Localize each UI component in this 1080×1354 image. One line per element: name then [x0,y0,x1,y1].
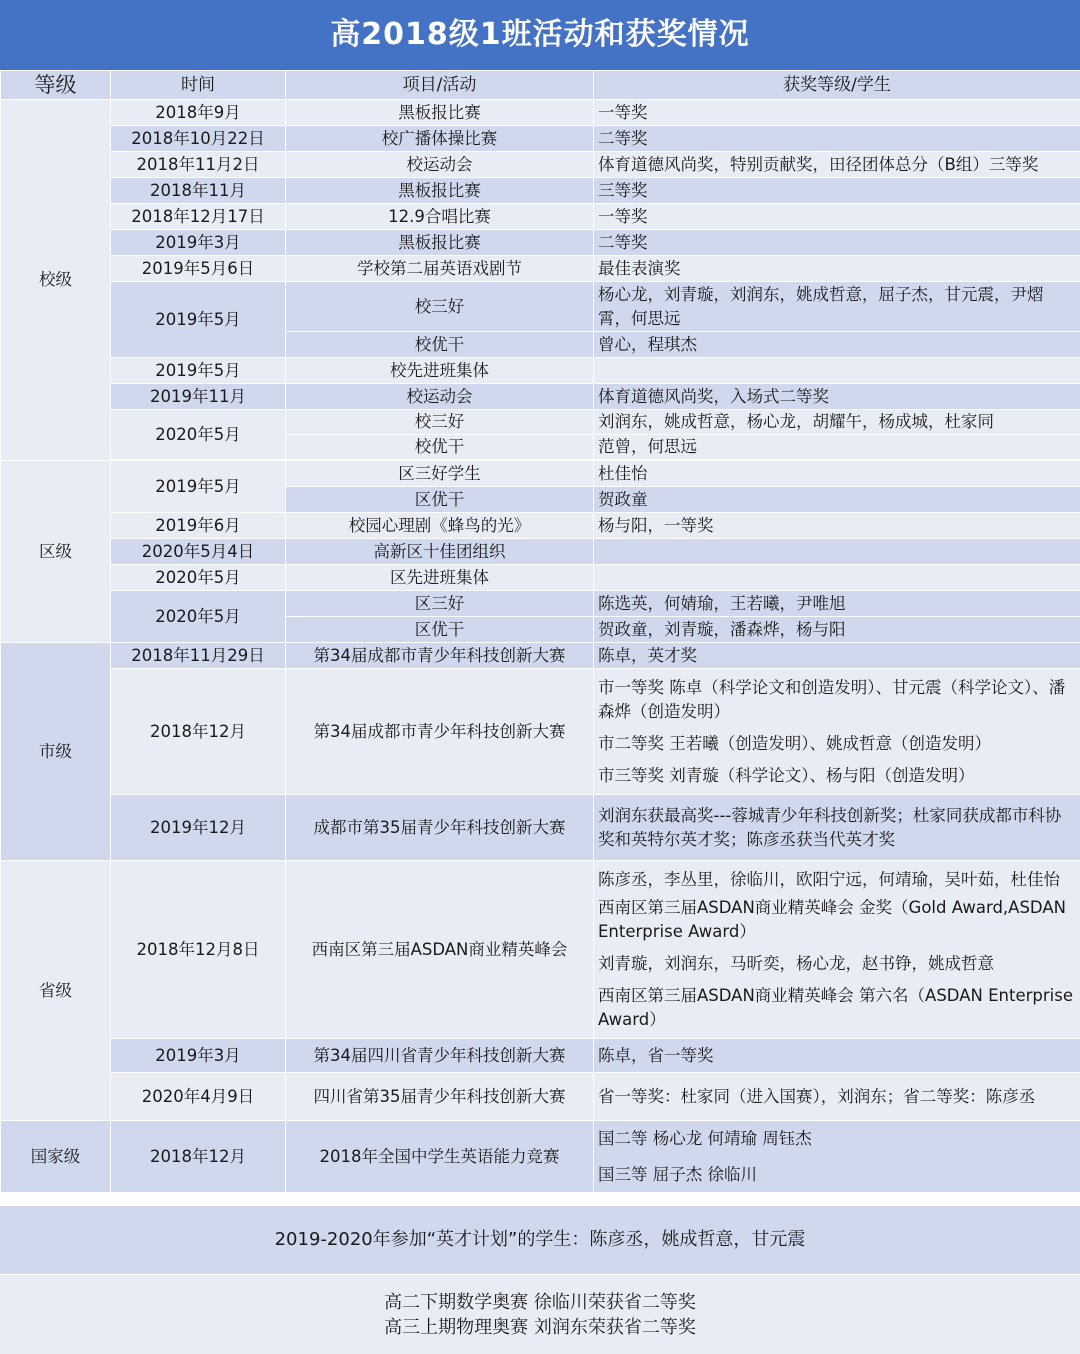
table-row [1,100,1080,126]
row-activity: 校优干 [286,435,594,460]
row-time: 2020年5月 [111,410,286,460]
row-activity: 西南区第三届ASDAN商业精英峰会 [286,861,594,1039]
row-result [594,358,1080,384]
row-result: 一等奖 [594,204,1080,230]
table-row [1,384,1080,410]
row-time: 2018年12月 [111,1121,286,1193]
row-result: 曾心，程琪杰 [594,332,1080,358]
result-line: 国二等 杨心龙 何靖瑜 周钰杰 [598,1128,812,1148]
row-result: 杨与阳，一等奖 [594,513,1080,539]
table-row [1,861,1080,1039]
level-school: 校级 [1,100,111,461]
row-activity: 校运动会 [286,152,594,178]
row-time: 2019年3月 [111,1039,286,1073]
table-row [1,152,1080,178]
row-activity: 校广播体操比赛 [286,126,594,152]
row-result: 省一等奖：杜家同（进入国赛），刘润东；省二等奖：陈彦丞 [594,1073,1080,1121]
table-row [1,795,1080,861]
table-row [1,669,1080,795]
row-time: 2019年11月 [111,384,286,410]
olympiad-line: 高三上期物理奥赛 刘润东荣获省二等奖 [384,1317,696,1338]
row-result [594,539,1080,565]
row-time: 2019年5月 [111,461,286,513]
table-row [1,282,1080,332]
row-result: 贺政童 [594,487,1080,513]
row-activity: 校优干 [286,332,594,358]
row-result: 最佳表演奖 [594,256,1080,282]
row-result [594,669,1080,795]
header-activity: 项目/活动 [286,71,594,100]
row-result: 体育道德风尚奖，入场式二等奖 [594,384,1080,410]
result-line: 市三等奖 刘青璇（科学论文）、杨与阳（创造发明） [598,765,975,785]
row-activity: 学校第二届英语戏剧节 [286,256,594,282]
result-line: 市一等奖 陈卓（科学论文和创造发明）、甘元震（科学论文）、潘森烨（创造发明） [598,677,1066,721]
table-row [1,358,1080,384]
row-time: 2019年12月 [111,795,286,861]
header-time: 时间 [111,71,286,100]
row-time: 2020年5月 [111,565,286,591]
row-activity: 第34届成都市青少年科技创新大赛 [286,669,594,795]
row-time: 2019年5月 [111,282,286,358]
row-activity: 12.9合唱比赛 [286,204,594,230]
table-header-row [1,71,1080,100]
level-city: 市级 [1,643,111,861]
row-activity: 区先进班集体 [286,565,594,591]
table-row [1,230,1080,256]
row-activity: 区三好学生 [286,461,594,487]
row-time: 2020年5月 [111,591,286,643]
row-result: 范曾，何思远 [594,435,1080,460]
row-activity: 第34届成都市青少年科技创新大赛 [286,643,594,669]
row-result [594,565,1080,591]
row-result [594,861,1080,1039]
row-result [594,1121,1080,1193]
table-row [1,178,1080,204]
result-line: 陈彦丞，李丛里，徐临川，欧阳宁远，何靖瑜，吴叶茹，杜佳怡 [598,869,1060,889]
table-row [1,643,1080,669]
result-line: 西南区第三届ASDAN商业精英峰会 金奖（Gold Award,ASDAN Enterprise Award） [598,897,1066,941]
olympiad-line: 高二下期数学奥赛 徐临川荣获省二等奖 [384,1292,696,1313]
table-row [1,126,1080,152]
table-row [1,539,1080,565]
table-row [1,461,1080,487]
level-province: 省级 [1,861,111,1121]
row-activity: 黑板报比赛 [286,230,594,256]
table-row [1,1039,1080,1073]
row-result: 杜佳怡 [594,461,1080,487]
row-result: 陈卓，省一等奖 [594,1039,1080,1073]
row-time: 2019年6月 [111,513,286,539]
row-activity: 高新区十佳团组织 [286,539,594,565]
row-result: 二等奖 [594,230,1080,256]
table-row [1,513,1080,539]
row-activity: 成都市第35届青少年科技创新大赛 [286,795,594,861]
row-time: 2018年11月 [111,178,286,204]
row-activity: 第34届四川省青少年科技创新大赛 [286,1039,594,1073]
result-line: 西南区第三届ASDAN商业精英峰会 第六名（ASDAN Enterprise Award） [598,985,1073,1029]
row-time: 2019年5月6日 [111,256,286,282]
row-time: 2018年10月22日 [111,126,286,152]
table-row [1,204,1080,230]
row-activity: 四川省第35届青少年科技创新大赛 [286,1073,594,1121]
row-time: 2019年5月 [111,358,286,384]
row-activity: 校三好 [286,282,594,332]
row-time: 2018年11月2日 [111,152,286,178]
row-activity: 校运动会 [286,384,594,410]
row-time: 2019年3月 [111,230,286,256]
row-result: 三等奖 [594,178,1080,204]
row-activity: 黑板报比赛 [286,100,594,126]
table-row [1,591,1080,617]
row-result: 刘润东获最高奖---蓉城青少年科技创新奖；杜家同获成都市科协奖和英特尔英才奖；陈彦丞获当代英才奖 [594,795,1080,861]
row-time: 2020年5月4日 [111,539,286,565]
row-activity: 区优干 [286,617,594,643]
row-time: 2020年4月9日 [111,1073,286,1121]
result-line: 刘青璇，刘润东，马昕奕，杨心龙，赵书铮，姚成哲意 [598,953,994,973]
row-time: 2018年12月17日 [111,204,286,230]
header-result: 获奖等级/学生 [594,71,1080,100]
row-activity: 黑板报比赛 [286,178,594,204]
row-result: 陈卓，英才奖 [594,643,1080,669]
row-activity: 校先进班集体 [286,358,594,384]
row-result: 二等奖 [594,126,1080,152]
row-time: 2018年12月 [111,669,286,795]
row-result: 一等奖 [594,100,1080,126]
row-activity: 区优干 [286,487,594,513]
table-row [1,565,1080,591]
header-level: 等级 [1,71,111,100]
row-result: 体育道德风尚奖，特别贡献奖，田径团体总分（B组）三等奖 [594,152,1080,178]
row-result: 陈选英，何婧瑜，王若曦，尹唯旭 [594,591,1080,617]
row-activity: 校三好 [286,410,594,435]
table-row [1,1121,1080,1193]
result-line: 国三等 屈子杰 徐临川 [598,1164,757,1184]
row-result: 杨心龙，刘青璇，刘润东，姚成哲意，屈子杰，甘元震，尹熠霄，何思远 [594,282,1080,332]
table-row [1,1073,1080,1121]
row-time: 2018年12月8日 [111,861,286,1039]
row-activity: 区三好 [286,591,594,617]
row-activity: 校园心理剧《蜂鸟的光》 [286,513,594,539]
page-title: 高2018级1班活动和获奖情况 [0,0,1080,70]
level-national: 国家级 [1,1121,111,1193]
row-result: 刘润东，姚成哲意，杨心龙，胡耀午，杨成城，杜家同 [594,410,1080,435]
talent-plan-note: 2019-2020年参加“英才计划”的学生：陈彦丞，姚成哲意，甘元震 [0,1205,1080,1274]
row-time: 2018年9月 [111,100,286,126]
level-district: 区级 [1,461,111,643]
table-row [1,256,1080,282]
row-time: 2018年11月29日 [111,643,286,669]
awards-table [0,70,1080,1193]
row-activity: 2018年全国中学生英语能力竞赛 [286,1121,594,1193]
result-line: 市二等奖 王若曦（创造发明）、姚成哲意（创造发明） [598,733,991,753]
olympiad-note [0,1275,1080,1354]
table-row [1,410,1080,435]
row-result: 贺政童，刘青璇，潘森烨，杨与阳 [594,617,1080,643]
